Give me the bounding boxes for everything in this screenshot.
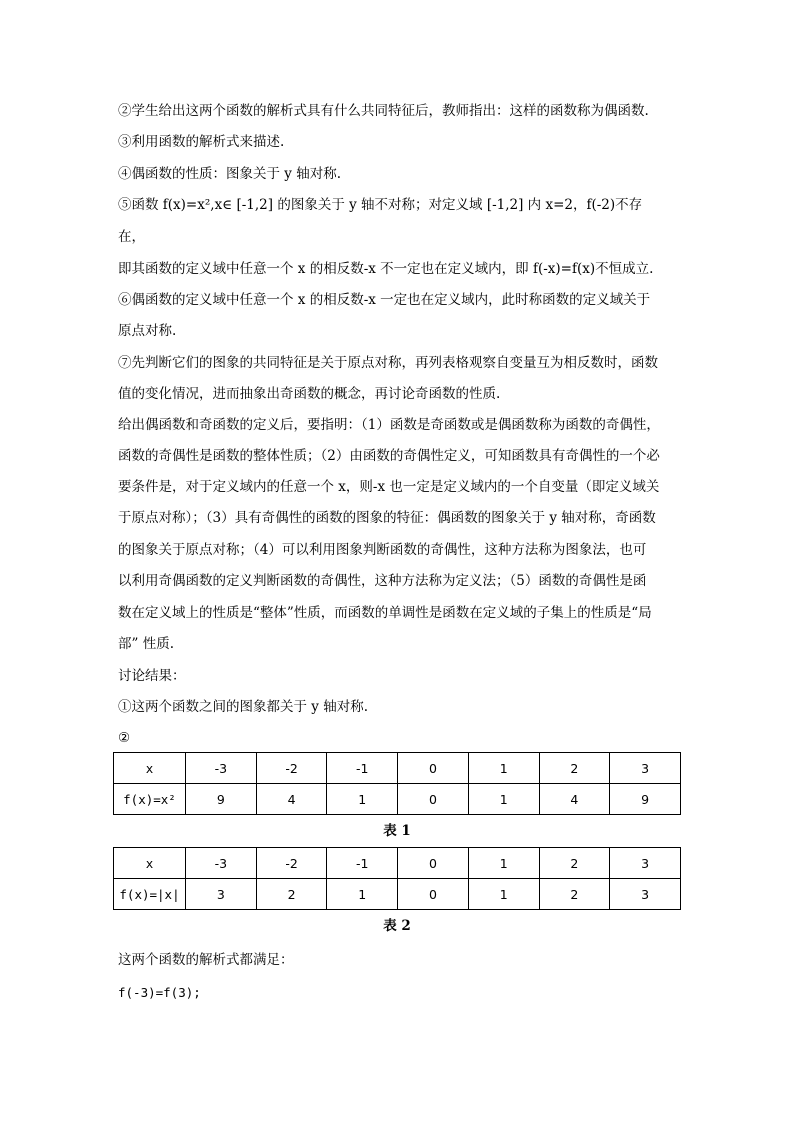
table-cell: 1 xyxy=(327,784,398,815)
paragraph: 值的变化情况，进而抽象出奇函数的概念，再讨论奇函数的性质. xyxy=(118,386,501,402)
table-cell: f(x)=x² xyxy=(114,784,186,815)
paragraph: ⑤函数 f(x)=x²,x∈ [-1,2] 的图象关于 y 轴不对称；对定义域 [-1,2] 内 x=2，f(-2)不存 xyxy=(118,197,643,213)
paragraph: ⑦先判断它们的图象的共同特征是关于原点对称，再列表格观察自变量互为相反数时，函数 xyxy=(118,355,658,371)
table-cell: 3 xyxy=(610,848,681,879)
table-row xyxy=(114,848,681,879)
table-cell: 2 xyxy=(539,879,610,910)
paragraph: 于原点对称）；（3）具有奇偶性的函数的图象的特征：偶函数的图象关于 y 轴对称，奇函数 xyxy=(118,510,656,526)
table-cell: -3 xyxy=(186,848,257,879)
table-cell: 0 xyxy=(398,848,469,879)
paragraph: 以利用奇偶函数的定义判断函数的奇偶性，这种方法称为定义法；（5）函数的奇偶性是函 xyxy=(118,573,647,589)
table-cell: 9 xyxy=(610,784,681,815)
table-cell: x xyxy=(114,848,186,879)
paragraph: 这两个函数的解析式都满足： xyxy=(118,952,294,968)
table-caption: 表 1 xyxy=(383,823,411,839)
table-cell: 2 xyxy=(256,879,327,910)
table-cell: 0 xyxy=(398,753,469,784)
table-cell: 1 xyxy=(468,784,539,815)
paragraph: 函数的奇偶性是函数的整体性质；（2）由函数的奇偶性定义，可知函数具有奇偶性的一个必 xyxy=(118,448,660,464)
table-cell: -1 xyxy=(327,848,398,879)
table-row xyxy=(114,879,681,910)
table-cell: 4 xyxy=(539,784,610,815)
table-cell: 3 xyxy=(186,879,257,910)
table-row xyxy=(114,753,681,784)
table-cell: 3 xyxy=(610,753,681,784)
paragraph: ①这两个函数之间的图象都关于 y 轴对称. xyxy=(118,699,368,715)
table-cell: 9 xyxy=(186,784,257,815)
table-row xyxy=(114,784,681,815)
paragraph: 部” 性质. xyxy=(118,636,174,652)
table-cell: -2 xyxy=(256,753,327,784)
paragraph: ③利用函数的解析式来描述. xyxy=(118,134,285,150)
table-cell: 0 xyxy=(398,879,469,910)
paragraph: 给出偶函数和奇函数的定义后，要指明：（1）函数是奇函数或是偶函数称为函数的奇偶性， xyxy=(118,417,660,433)
table-1 xyxy=(113,752,681,815)
table-2 xyxy=(113,847,681,910)
table-cell: 1 xyxy=(468,753,539,784)
paragraph: ④偶函数的性质：图象关于 y 轴对称. xyxy=(118,166,342,182)
table-cell: -3 xyxy=(186,753,257,784)
paragraph: 即其函数的定义域中任意一个 x 的相反数-x 不一定也在定义域内，即 f(-x)=f(x)不恒成立. xyxy=(118,261,654,277)
table-cell: 4 xyxy=(256,784,327,815)
paragraph: ②学生给出这两个函数的解析式具有什么共同特征后，教师指出：这样的函数称为偶函数. xyxy=(118,103,649,119)
table-caption: 表 2 xyxy=(383,918,411,934)
formula-line: f(-3)=f(3); xyxy=(118,985,201,1000)
paragraph: 在， xyxy=(118,229,145,245)
table-cell: -2 xyxy=(256,848,327,879)
table-cell: 1 xyxy=(468,848,539,879)
table-cell: x xyxy=(114,753,186,784)
table-cell: 1 xyxy=(327,879,398,910)
table-cell: 3 xyxy=(610,879,681,910)
paragraph: ② xyxy=(118,730,131,746)
table-cell: -1 xyxy=(327,753,398,784)
table-cell: f(x)=|x| xyxy=(114,879,186,910)
table-cell: 2 xyxy=(539,753,610,784)
table-cell: 2 xyxy=(539,848,610,879)
paragraph: 要条件是，对于定义域内的任意一个 x，则-x 也一定是定义域内的一个自变量（即定义域关 xyxy=(118,479,660,495)
paragraph: 数在定义域上的性质是“整体”性质，而函数的单调性是函数在定义域的子集上的性质是“局 xyxy=(118,605,652,621)
paragraph: 原点对称. xyxy=(118,323,177,339)
paragraph: 的图象关于原点对称；（4）可以利用图象判断函数的奇偶性，这种方法称为图象法，也可 xyxy=(118,542,647,558)
table-cell: 0 xyxy=(398,784,469,815)
table-cell: 1 xyxy=(468,879,539,910)
paragraph: 讨论结果： xyxy=(118,668,186,684)
paragraph: ⑥偶函数的定义域中任意一个 x 的相反数-x 一定也在定义域内，此时称函数的定义域关于 xyxy=(118,292,651,308)
